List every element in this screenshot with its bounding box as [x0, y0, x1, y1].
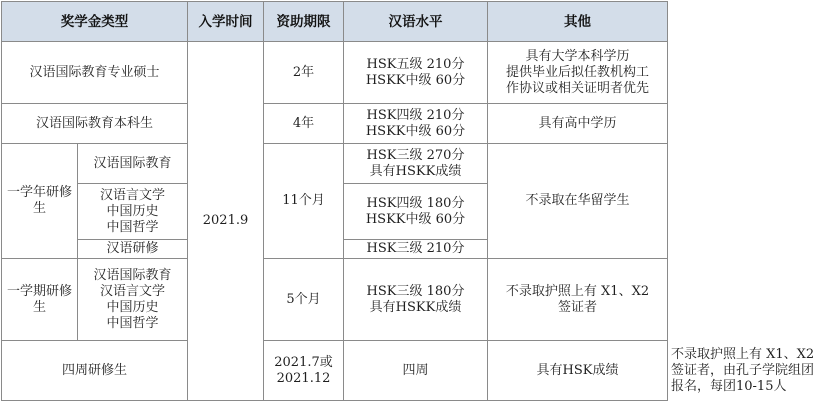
name-line: 汉语言文学	[99, 187, 165, 203]
cell-level-year-sub1	[344, 144, 488, 184]
cell-period-fourweek: 四周	[344, 341, 488, 401]
group-line: 一学期研修	[6, 283, 72, 299]
cell-name-year-sub3: 汉语研修	[78, 240, 188, 259]
cell-name-semester	[78, 259, 188, 341]
name-line: 中国哲学	[106, 219, 159, 235]
table-row-master	[2, 42, 668, 104]
level-line: 具有HSKK成绩	[369, 163, 462, 179]
header-other: 其他	[488, 2, 668, 42]
header-row	[2, 2, 668, 42]
level-line: HSK三级 270分	[366, 147, 465, 163]
cell-name-year-sub2	[78, 184, 188, 240]
level-line: HSKK中级 60分	[365, 211, 466, 227]
cell-period-semester: 5个月	[264, 259, 344, 341]
level-line: 具有HSKK成绩	[369, 299, 462, 315]
table-row-semester	[2, 259, 668, 341]
cell-level-semester	[344, 259, 488, 341]
cell-level-fourweek: 具有HSK成绩	[488, 341, 668, 401]
header-chinese-level: 汉语水平	[344, 2, 488, 42]
other-line: 具有大学本科学历	[525, 48, 630, 64]
cell-other-year: 不录取在华留学生	[488, 144, 668, 259]
cell-other-semester	[488, 259, 668, 341]
level-line: HSKK中级 60分	[365, 72, 466, 88]
level-line: HSK三级 180分	[366, 283, 465, 299]
table-row-year-sub1	[2, 144, 668, 184]
other-line: 作协议或相关证明者优先	[505, 80, 649, 96]
cell-period-master: 2年	[264, 42, 344, 104]
header-funding-period: 资助期限	[264, 2, 344, 42]
cell-name-year-sub1: 汉语国际教育	[78, 144, 188, 184]
cell-other-master	[488, 42, 668, 104]
cell-group-semester	[2, 259, 78, 341]
name-line: 中国历史	[106, 299, 159, 315]
cell-level-year-sub3: HSK三级 210分	[344, 240, 488, 259]
header-scholarship-type: 奖学金类型	[2, 2, 188, 42]
cell-type-undergrad: 汉语国际教育本科生	[2, 104, 188, 144]
name-line: 汉语国际教育	[93, 267, 172, 283]
enroll-line: 2021.12	[276, 370, 331, 386]
name-line: 中国哲学	[106, 315, 159, 331]
header-enroll-time: 入学时间	[188, 2, 264, 42]
cell-period-year: 11个月	[264, 144, 344, 259]
other-line: 提供毕业后拟任教机构工	[505, 64, 649, 80]
level-line: HSK四级 210分	[366, 107, 465, 123]
other-line: 签证者	[557, 299, 597, 315]
name-line: 汉语言文学	[99, 283, 165, 299]
cell-enroll-fourweek	[264, 341, 344, 401]
level-line: HSK五级 210分	[366, 56, 465, 72]
enroll-line: 2021.7或	[274, 354, 333, 370]
other-line: 不录取护照上有 X1、X2	[505, 283, 650, 299]
table-row-undergrad	[2, 104, 668, 144]
level-line: HSK四级 180分	[366, 195, 465, 211]
level-line: HSKK中级 60分	[365, 123, 466, 139]
cell-type-master: 汉语国际教育专业硕士	[2, 42, 188, 104]
table-row-fourweek: 四周研修生 2021.7或 2021.12 四周 具有HSK成绩 不录取护照上有 X1、X2 签证者，由孔子学院组团 报名，每团10-15人	[2, 341, 668, 401]
name-line: 中国历史	[106, 203, 159, 219]
cell-enroll-main: 2021.9	[188, 42, 264, 401]
cell-type-fourweek: 四周研修生	[2, 341, 188, 401]
cell-level-undergrad	[344, 104, 488, 144]
cell-level-master	[344, 42, 488, 104]
cell-other-undergrad: 具有高中学历	[488, 104, 668, 144]
group-line: 一学年研修	[6, 185, 72, 200]
scholarship-table	[1, 1, 814, 401]
group-line: 生	[32, 299, 46, 315]
cell-period-undergrad: 4年	[264, 104, 344, 144]
cell-group-year	[2, 144, 78, 259]
group-line: 生	[32, 201, 46, 216]
cell-level-year-sub2	[344, 184, 488, 240]
